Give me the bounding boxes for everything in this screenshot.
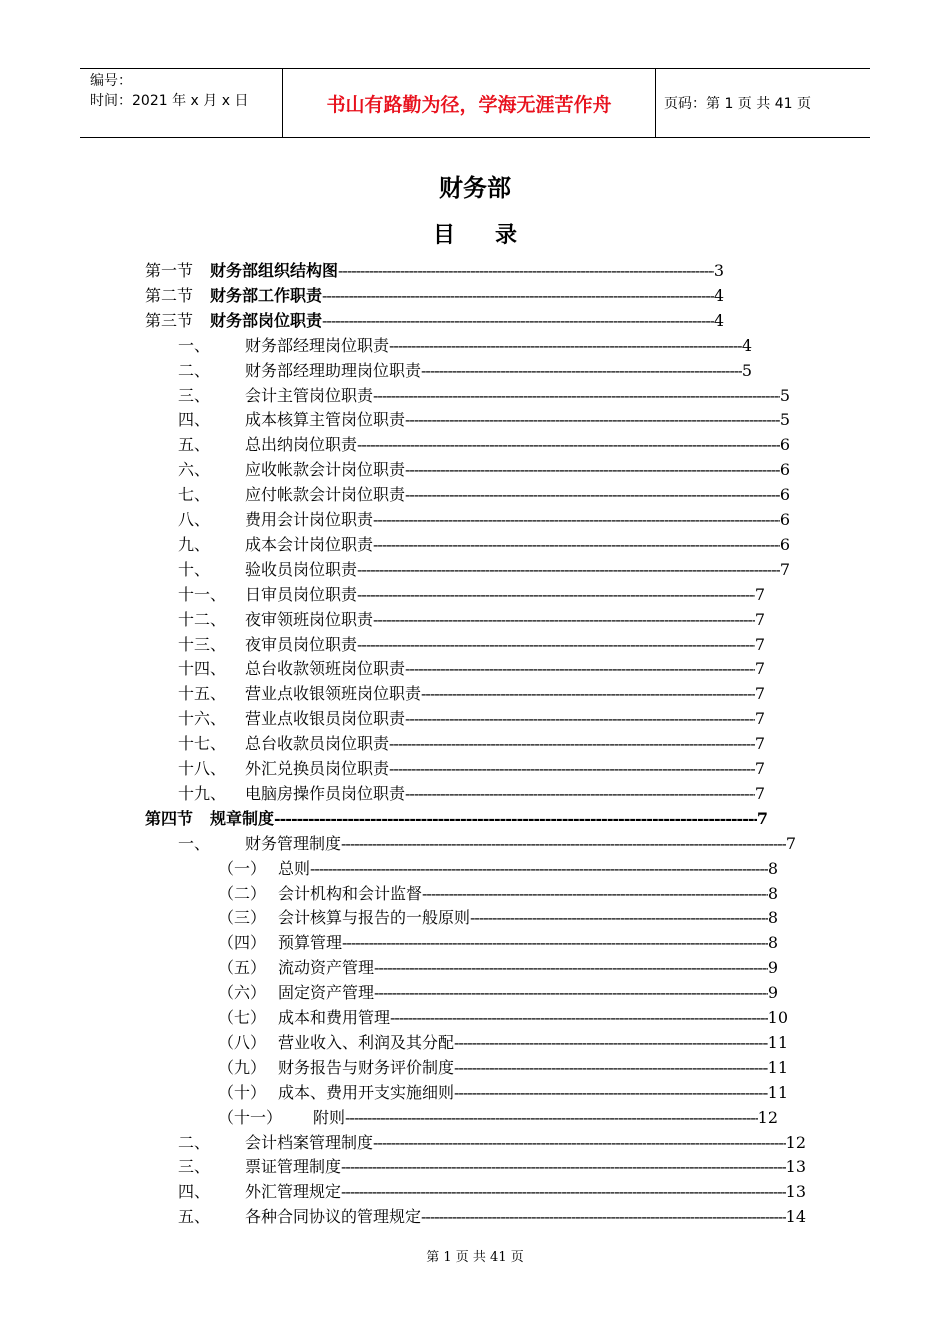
toc-leader-dashes [341, 831, 786, 856]
toc-leader-dashes [405, 656, 755, 681]
toc-entry-label: 日审员岗位职责 [245, 584, 358, 604]
toc-leader-dashes [357, 432, 780, 457]
toc-leader-dashes [389, 756, 755, 781]
toc-entry-label: 会计核算与报告的一般原则 [278, 908, 471, 928]
toc-entry-number: 十三、 [178, 634, 227, 654]
page-header [80, 68, 870, 138]
toc-entry-label: 财务部组织结构图 [210, 261, 339, 280]
toc-entry-number: 十、 [178, 559, 211, 579]
toc-entry-number: 二、 [178, 360, 211, 380]
toc-leader-dashes [274, 806, 757, 831]
toc-entry-page: 6 [779, 435, 790, 455]
toc-entry-label: 夜审领班岗位职责 [245, 609, 374, 629]
toc-leader-dashes [390, 1005, 768, 1030]
toc-entry[interactable] [178, 507, 790, 532]
toc-entry-label: 总出纳岗位职责 [245, 435, 358, 455]
toc-entry-label: 会计主管岗位职责 [245, 385, 374, 405]
header-motto: 书山有路勤为径，学海无涯苦作舟 [282, 69, 656, 137]
toc-entry[interactable] [178, 756, 765, 781]
toc-entry[interactable] [218, 1030, 788, 1055]
toc-entry-label: 财务部岗位职责 [210, 310, 323, 330]
toc-entry[interactable] [218, 1005, 788, 1030]
toc-entry-label: 总台收款领班岗位职责 [245, 659, 406, 679]
toc-leader-dashes [373, 1130, 786, 1155]
toc-leader-dashes [341, 1179, 786, 1204]
toc-leader-dashes [421, 1204, 786, 1229]
toc-leader-dashes [322, 283, 714, 308]
toc-leader-dashes [454, 1080, 768, 1105]
toc-entry-label: 财务部工作职责 [210, 285, 323, 305]
toc-entry-label: 外汇兑换员岗位职责 [245, 759, 390, 778]
toc-entry-label: 固定资产管理 [278, 983, 375, 1003]
toc-leader-dashes [405, 706, 755, 731]
toc-entry-number: 一、 [178, 833, 211, 853]
toc-entry-number: 六、 [178, 460, 211, 480]
number-label: 编号： [90, 73, 132, 89]
toc-entry-label: 营业点收银领班岗位职责 [245, 684, 422, 704]
toc-entry[interactable] [178, 607, 765, 632]
toc-entry-page: 7 [754, 783, 765, 803]
toc-entry-number: 一、 [178, 335, 211, 355]
toc-entry-page: 7 [754, 609, 765, 629]
toc-leader-dashes [454, 1030, 768, 1055]
toc-leader-dashes [373, 532, 780, 557]
toc-entry-label: 费用会计岗位职责 [245, 510, 374, 529]
toc-entry-page: 7 [756, 808, 768, 828]
time-label: 时间：2021 年 x 月 x 日 [90, 93, 249, 109]
toc-entry-number: 四、 [178, 410, 211, 430]
toc-entry[interactable] [178, 432, 790, 457]
toc-entry[interactable] [218, 1055, 788, 1080]
toc-entry-number: 十五、 [178, 684, 227, 704]
toc-entry-number: （七） [218, 1008, 267, 1027]
toc-entry-page: 6 [779, 485, 790, 505]
toc-entry-page: 8 [767, 908, 778, 928]
toc-entry[interactable] [218, 930, 778, 955]
toc-entry[interactable] [218, 955, 778, 980]
toc-entry-page: 7 [754, 584, 765, 604]
toc-entry-number: 第四节 [145, 808, 194, 828]
toc-entry-page: 11 [767, 1032, 788, 1052]
toc-entry-page: 6 [779, 460, 790, 480]
document-title: 财务部 [439, 174, 511, 202]
toc-entry-label: 会计机构和会计监督 [278, 883, 423, 903]
toc-entry-label: 电脑房操作员岗位职责 [245, 783, 406, 803]
toc-entry[interactable] [178, 383, 790, 408]
toc-leader-dashes [405, 482, 780, 507]
toc-entry-page: 9 [767, 983, 778, 1003]
toc-entry[interactable] [178, 1130, 806, 1155]
toc-entry[interactable] [178, 1154, 806, 1179]
toc-entry-number: 十九、 [178, 783, 227, 803]
toc-entry[interactable] [178, 557, 790, 582]
toc-entry-number: 四、 [178, 1182, 211, 1202]
toc-entry-label: 成本核算主管岗位职责 [245, 410, 406, 430]
toc-entry[interactable] [178, 1179, 806, 1204]
toc-entry-number: 三、 [178, 385, 211, 405]
toc-entry[interactable] [145, 806, 768, 831]
toc-entry-number: 十一、 [178, 584, 227, 604]
toc-leader-dashes [310, 856, 768, 881]
toc-entry-label: 成本会计岗位职责 [245, 534, 374, 554]
toc-entry-page: 4 [713, 285, 724, 305]
toc-entry-label: 总则 [278, 858, 311, 878]
toc-entry-number: （二） [218, 883, 267, 903]
header-page-info: 页码：第 1 页 共 41 页 [664, 96, 811, 112]
toc-leader-dashes [405, 781, 755, 806]
toc-entry-number: （八） [218, 1032, 267, 1052]
toc-entry[interactable] [218, 856, 778, 881]
toc-entry-page: 4 [741, 335, 752, 355]
toc-entry-label: 验收员岗位职责 [245, 559, 358, 579]
toc-entry-page: 8 [767, 883, 778, 903]
toc-entry-number: （十一） [218, 1107, 283, 1127]
toc-entry-label: 应付帐款会计岗位职责 [245, 485, 406, 505]
toc-entry-number: 十二、 [178, 609, 227, 629]
toc-entry-label: 总台收款员岗位职责 [245, 734, 390, 754]
toc-entry[interactable] [178, 457, 790, 482]
toc-entry[interactable] [218, 881, 778, 906]
toc-entry-page: 8 [767, 858, 778, 878]
toc-entry-label: 应收帐款会计岗位职责 [245, 460, 406, 480]
toc-entry-page: 5 [779, 385, 790, 405]
toc-entry-number: 十六、 [178, 709, 227, 729]
toc-leader-dashes [405, 407, 780, 432]
toc-leader-dashes [342, 930, 768, 955]
toc-entry-page: 7 [754, 759, 765, 778]
toc-leader-dashes [373, 383, 780, 408]
toc-entry-label: 各种合同协议的管理规定 [245, 1207, 422, 1227]
toc-entry-page: 13 [785, 1157, 806, 1177]
toc-entry-page: 8 [767, 933, 778, 953]
toc-entry-number: （一） [218, 858, 267, 878]
toc-entry[interactable] [178, 632, 765, 657]
toc-entry-number: 二、 [178, 1132, 211, 1152]
toc-leader-dashes [421, 358, 742, 383]
toc-entry-page: 6 [779, 510, 790, 529]
toc-entry-page: 7 [754, 684, 765, 704]
toc-entry-label: 财务管理制度 [245, 833, 342, 853]
toc-entry[interactable] [178, 358, 752, 383]
toc-entry[interactable] [178, 681, 765, 706]
toc-entry[interactable] [218, 905, 778, 930]
toc-leader-dashes [422, 881, 768, 906]
toc-entry-page: 5 [741, 360, 752, 380]
toc-entry-label: 成本和费用管理 [278, 1008, 391, 1027]
toc-entry-number: 第三节 [145, 310, 194, 330]
toc-entry-label: 财务部经理助理岗位职责 [245, 360, 422, 380]
toc-entry[interactable] [218, 1080, 788, 1105]
toc-entry-number: （九） [218, 1057, 267, 1077]
toc-entry-page: 3 [713, 261, 724, 280]
toc-leader-dashes [421, 681, 755, 706]
toc-leader-dashes [357, 632, 755, 657]
toc-entry-page: 6 [779, 534, 790, 554]
toc-entry-label: 财务报告与财务评价制度 [278, 1057, 455, 1077]
toc-leader-dashes [338, 258, 714, 283]
toc-leader-dashes [357, 557, 780, 582]
toc-entry[interactable] [145, 308, 724, 333]
toc-entry-number: 五、 [178, 1207, 211, 1227]
toc-entry[interactable] [178, 831, 796, 856]
toc-entry-label: 财务部经理岗位职责 [245, 335, 390, 355]
toc-entry-page: 7 [785, 833, 796, 853]
toc-entry-page: 7 [754, 734, 765, 754]
toc-entry-label: 成本、费用开支实施细则 [278, 1082, 455, 1102]
toc-entry-page: 9 [767, 958, 778, 978]
toc-leader-dashes [389, 731, 755, 756]
toc-entry-page: 7 [779, 559, 790, 579]
header-meta-cell [80, 69, 282, 137]
toc-entry-number: 第一节 [145, 261, 194, 280]
toc-entry-label: 会计档案管理制度 [245, 1132, 374, 1152]
toc-entry-label: 规章制度 [210, 808, 275, 828]
toc-entry-page: 10 [767, 1008, 788, 1027]
toc-entry-page: 12 [757, 1107, 778, 1127]
toc-entry-label: 外汇管理规定 [245, 1182, 342, 1202]
toc-entry-page: 7 [754, 634, 765, 654]
toc-entry[interactable] [218, 1105, 778, 1130]
toc-leader-dashes [470, 905, 768, 930]
toc-entry-label: 预算管理 [278, 933, 343, 953]
toc-leader-dashes [345, 1105, 758, 1130]
toc-entry-number: 第二节 [145, 285, 194, 305]
toc-entry[interactable] [178, 781, 765, 806]
toc-leader-dashes [373, 507, 780, 532]
toc-entry-number: 九、 [178, 534, 211, 554]
toc-entry-page: 12 [785, 1132, 806, 1152]
toc-leader-dashes [373, 607, 755, 632]
toc-entry[interactable] [145, 283, 724, 308]
toc-entry-page: 5 [779, 410, 790, 430]
toc-leader-dashes [341, 1154, 786, 1179]
toc-entry-number: 十八、 [178, 759, 227, 778]
toc-leader-dashes [374, 955, 768, 980]
toc-entry-label: 票证管理制度 [245, 1157, 342, 1177]
toc-leader-dashes [405, 457, 780, 482]
page-footer: 第 1 页 共 41 页 [426, 1250, 524, 1265]
toc-entry-page: 11 [767, 1082, 788, 1102]
toc-entry-label: 夜审员岗位职责 [245, 634, 358, 654]
toc-entry-page: 7 [754, 659, 765, 679]
toc-entry-label: 营业点收银员岗位职责 [245, 709, 406, 729]
toc-entry-label: 营业收入、利润及其分配 [278, 1032, 455, 1052]
toc-entry-number: （六） [218, 983, 267, 1003]
toc-entry[interactable] [218, 980, 778, 1005]
toc-entry-number: （五） [218, 958, 267, 978]
toc-leader-dashes [389, 333, 742, 358]
toc-entry[interactable] [178, 706, 765, 731]
toc-entry-number: 五、 [178, 435, 211, 455]
toc-entry[interactable] [178, 656, 765, 681]
toc-entry[interactable] [178, 1204, 806, 1229]
toc-entry-number: 十七、 [178, 734, 227, 754]
toc-heading: 目录 [432, 223, 557, 248]
toc-leader-dashes [374, 980, 768, 1005]
toc-entry-page: 14 [785, 1207, 806, 1227]
toc-entry-number: （三） [218, 908, 267, 928]
toc-entry-number: （四） [218, 933, 267, 953]
toc-entry-number: 八、 [178, 510, 211, 529]
toc-leader-dashes [322, 308, 714, 333]
toc-entry-number: 十四、 [178, 659, 227, 679]
toc-entry-number: 七、 [178, 485, 211, 505]
toc-leader-dashes [357, 582, 755, 607]
toc-entry[interactable] [178, 333, 752, 358]
toc-entry-label: 附则 [313, 1107, 346, 1127]
toc-entry[interactable] [178, 482, 790, 507]
toc-entry[interactable] [178, 532, 790, 557]
toc-entry[interactable] [178, 407, 790, 432]
toc-entry[interactable] [145, 258, 724, 283]
toc-entry[interactable] [178, 582, 765, 607]
toc-entry-number: 三、 [178, 1157, 211, 1177]
toc-entry-number: （十） [218, 1082, 267, 1102]
toc-entry-label: 流动资产管理 [278, 958, 375, 978]
toc-entry[interactable] [178, 731, 765, 756]
toc-entry-page: 11 [767, 1057, 788, 1077]
toc-entry-page: 7 [754, 709, 765, 729]
toc-leader-dashes [454, 1055, 768, 1080]
toc-entry-page: 4 [713, 310, 724, 330]
toc-entry-page: 13 [785, 1182, 806, 1202]
